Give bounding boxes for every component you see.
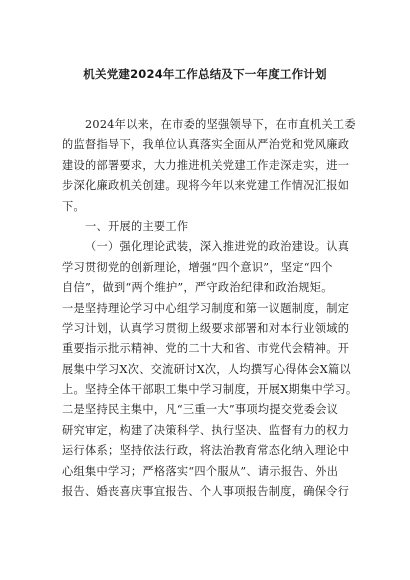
intro-line: 下。 (62, 199, 85, 213)
intro-line: 的监督指导下，我单位认真落实全面从严治党和党风廉政 (62, 138, 350, 152)
intro-line: 步深化廉政机关创建。现将今年以来党建工作情况汇报如 (62, 179, 350, 193)
paragraph-line: 报告、婚丧喜庆事宜报告、个人事项报告制度，确保令行 (62, 485, 350, 499)
paragraph-line: 运行体系；坚持依法行政，将法治教育常态化纳入理论中 (62, 444, 350, 458)
document-body (62, 115, 358, 502)
paragraph-line: 学习贯彻党的创新理论，增强“四个意识”，坚定“四个 (62, 260, 333, 274)
paragraph-line: 自信”，做到“两个维护”，严守政治纪律和政治规矩。 (62, 281, 333, 295)
intro-line: 2024年以来，在市委的坚强领导下，在市直机关工委 (85, 118, 356, 131)
paragraph-line: 二是坚持民主集中，凡“三重一大”事项均提交党委会议 (62, 403, 339, 417)
paragraph-line: 展集中学习X次、交流研讨X次，人均撰写心得体会X篇以 (62, 362, 352, 376)
paragraph-line: 学习计划，认真学习贯彻上级要求部署和对本行业领域的 (62, 321, 350, 335)
paragraph-line: 一是坚持理论学习中心组学习制度和第一议题制度，制定 (62, 301, 350, 315)
paragraph-line: 心组集中学习；严格落实“四个服从”、请示报告、外出 (62, 464, 339, 478)
paragraph-line: 研究审定，构建了决策科学、执行坚决、监督有力的权力 (62, 423, 350, 437)
paragraph-line: （一）强化理论武装，深入推进党的政治建设。认真 (85, 240, 350, 254)
paragraph-line: 上。坚持全体干部职工集中学习制度，开展X期集中学习。 (62, 383, 358, 397)
section-heading: 一、开展的主要工作 (85, 219, 189, 233)
paragraph-line: 重要指示批示精神、党的二十大和省、市党代会精神。开 (62, 342, 350, 356)
intro-line: 建设的部署要求，大力推进机关党建工作走深走实，进一 (62, 158, 350, 172)
document-title: 机关党建2024年工作总结及下一年度工作计划 (83, 67, 327, 81)
